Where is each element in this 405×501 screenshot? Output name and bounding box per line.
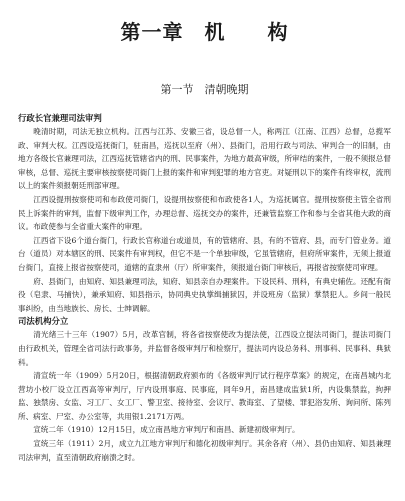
paragraph: 府、县衙门，由知府、知县兼理司法，知府、知县亲自办理案件。下设民科、刑科，有典史辅佐。还配有衙役（皂隶、马捕快），兼承知府、知县指示，协同典史执掌缉捕狱囚，并设班房（监狱）掌禁犯人。乡间一般民事纠纷，由当地族长、房长、士绅调解。: [18, 276, 391, 313]
subsection-judicial-separation: [18, 315, 391, 464]
paragraph: 清光绪三十三年（1907）5月，改革官制，将各省按察使改为提法使，江西设立提法司衙门，提法司衙门由行政机关，管理全省司法行政事务，并监督各级审判厅和检察厅，提法司内设总务科、刑事科、民事科、典狱科。: [18, 330, 391, 367]
subsection-heading: 司法机构分立: [18, 316, 69, 327]
paragraph: 宣统三年（1911）2月，成立九江地方审判厅和德化初级审判厅。其余各府（州）、县仍由知府、知县兼理司法审判，直至清朝政府崩溃之时。: [18, 439, 391, 462]
paragraph: 江西设提刑按察使司和布政使司衙门，设提刑按察使和布政使各1人，为巡抚属官。提刑按察使主管全省刑民上诉案件的审判，监督下级审判工作，办理总督、巡抚交办的案件，还兼管监察工作和参与全省其他大政的商议。布政使参与全省重大案件的审理。: [18, 194, 391, 232]
chapter-title: 第一章 机 构: [120, 20, 289, 44]
paragraph: 晚清时期，司法无独立机构。江西与江苏、安徽三省，设总督一人，称两江（江南、江西）总督，总揽军政、审判大权。江西设巡抚衙门，驻南昌，巡抚以至府（州）、县衙门，沿用行政与司法、审判合一的旧制，由地方各级长官兼理司法，江西巡抚管辖省内的刑、民事案件，为地方最高审级，所审结的案件，一般不须报总督审核，总督、巡抚主要审核按察使司衙门上报的案件和审判犯罪的地方官吏。对疑刑以下的案件有终审权，流刑以上的案件须报朝廷刑部审理。: [18, 127, 391, 191]
section-title: 第一节 清朝晚期: [160, 83, 249, 96]
paragraph: 江西省下设6个道台衙门，行政长官称道台或道员，有的管辖府、县，有的不管府、县，而专门管业务。道台（道员）对本辖区的刑、民案件有审判权，但它不是一个单独审级，它虽管辖府，但府所审案件，无须上报道台衙门，直接上报省按察使司，道辖的直隶州（厅）所审案件，须报道台衙门审核后，再报省按察使司审理。: [18, 235, 391, 272]
subsection-heading: 行政长官兼理司法审判: [18, 113, 102, 123]
subsection-judicial-by-officials: [18, 112, 391, 315]
paragraph: 清宣统一年（1909）5月20日，根据清朝政府颁布的《各级审判厅试行程序草案》的规定，在南昌城内北营坊小校厂设立江西高等审判厅，厅内设刑事庭、民事庭，同年9月，南昌建成监狱1所，内设集禁监，拘押监、独禁房、女监、习工厂、女工厂、警卫室、接待室、会议厅、教诲室、了望楼、罪犯浴发所、询问所、陈列所、病室、尸室、办公室等，共用银1.2171万两。: [18, 371, 391, 421]
paragraph: 宣统二年（1910）12月15日，成立南昌地方审判厅和南昌、新建初级审判厅。: [33, 425, 300, 435]
